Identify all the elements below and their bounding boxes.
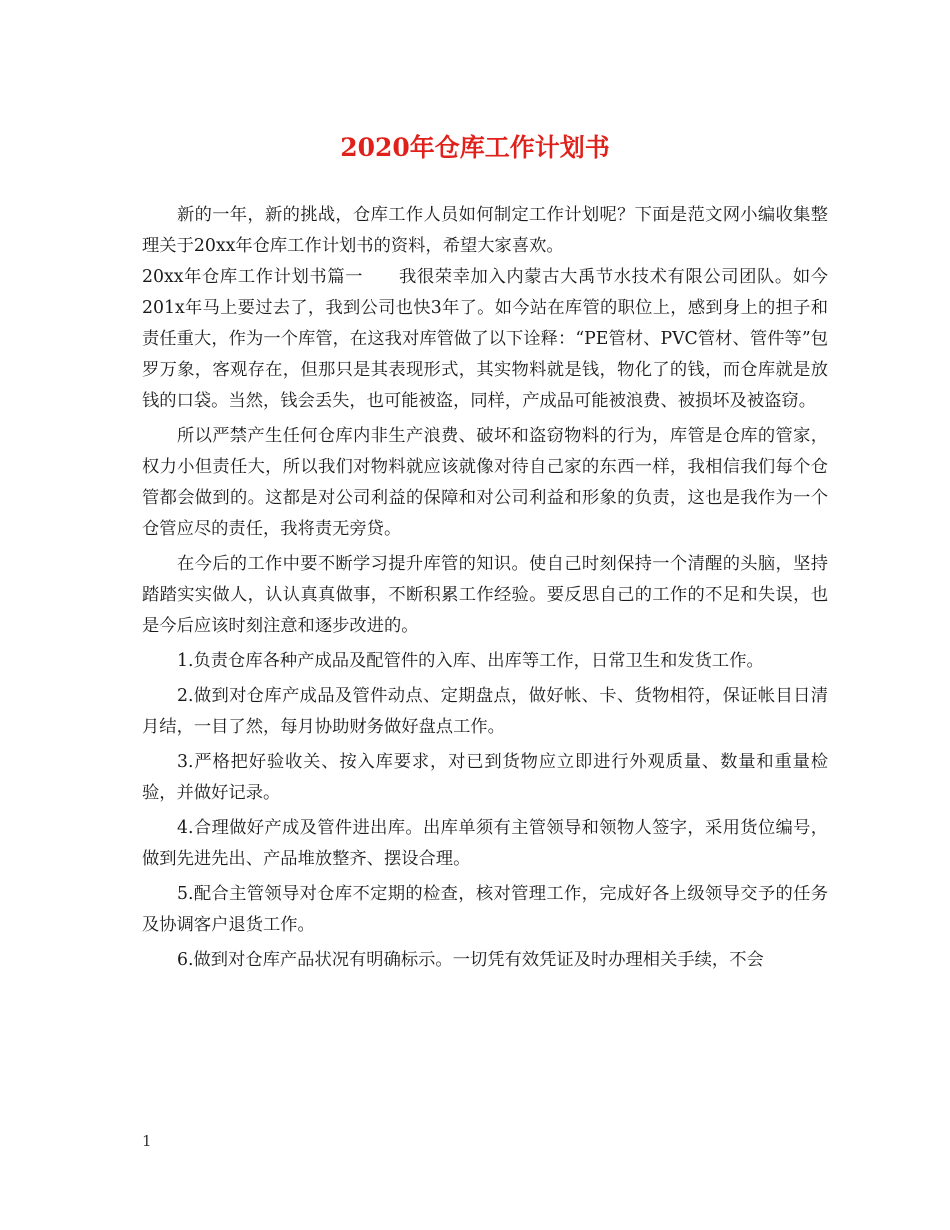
document-body — [142, 200, 828, 976]
paragraph-responsibility: 所以严禁产生任何仓库内非生产浪费、破坏和盗窃物料的行为，库管是仓库的管家，权力小但责任大，所以我们对物料就应该就像对待自己家的东西一样，我相信我们每个仓管都会做到的。这都是对公司利益的保障和对公司利益和形象的负责，这也是我作为一个仓管应尽的责任，我将责无旁贷。 — [142, 426, 828, 539]
list-item-2: 2.做到对仓库产成品及管件动点、定期盘点，做好帐、卡、货物相符，保证帐目日清月结，一目了然，每月协助财务做好盘点工作。 — [142, 686, 828, 737]
list-item-4: 4.合理做好产成及管件进出库。出库单须有主管领导和领物人签字，采用货位编号，做到先进先出、产品堆放整齐、摆设合理。 — [142, 818, 828, 869]
page-number: 1 — [142, 1132, 152, 1150]
list-item-6: 6.做到对仓库产品状况有明确标示。一切凭有效凭证及时办理相关手续，不会 — [177, 950, 764, 970]
paragraph-section-one: 20xx年仓库工作计划书篇一 我很荣幸加入内蒙古大禹节水技术有限公司团队。如今201x年马上要过去了，我到公司也快3年了。如今站在库管的职位上，感到身上的担子和责任重大，作为一个库管，在这我对库管做了以下诠释：“PE管材、PVC管材、管件等”包罗万象，客观存在，但那只是其表现形式，其实物料就是钱，物化了的钱，而仓库就是放钱的口袋。当然，钱会丢失，也可能被盗，同样，产成品可能被浪费、被损坏及被盗窃。 — [142, 267, 828, 411]
paragraph-intro: 新的一年，新的挑战，仓库工作人员如何制定工作计划呢？下面是范文网小编收集整理关于20xx年仓库工作计划书的资料，希望大家喜欢。 — [142, 205, 828, 256]
paragraph-learning: 在今后的工作中要不断学习提升库管的知识。使自己时刻保持一个清醒的头脑，坚持踏踏实实做人，认认真真做事，不断积累工作经验。要反思自己的工作的不足和失误，也是今后应该时刻注意和逐步改进的。 — [142, 554, 828, 636]
list-item-5: 5.配合主管领导对仓库不定期的检查，核对管理工作，完成好各上级领导交予的任务及协调客户退货工作。 — [142, 884, 828, 935]
list-item-1: 1.负责仓库各种产成品及配管件的入库、出库等工作，日常卫生和发货工作。 — [177, 651, 764, 671]
list-item-3: 3.严格把好验收关、按入库要求，对已到货物应立即进行外观质量、数量和重量检验，并做好记录。 — [142, 752, 828, 803]
document-title: 2020年仓库工作计划书 — [340, 133, 610, 162]
